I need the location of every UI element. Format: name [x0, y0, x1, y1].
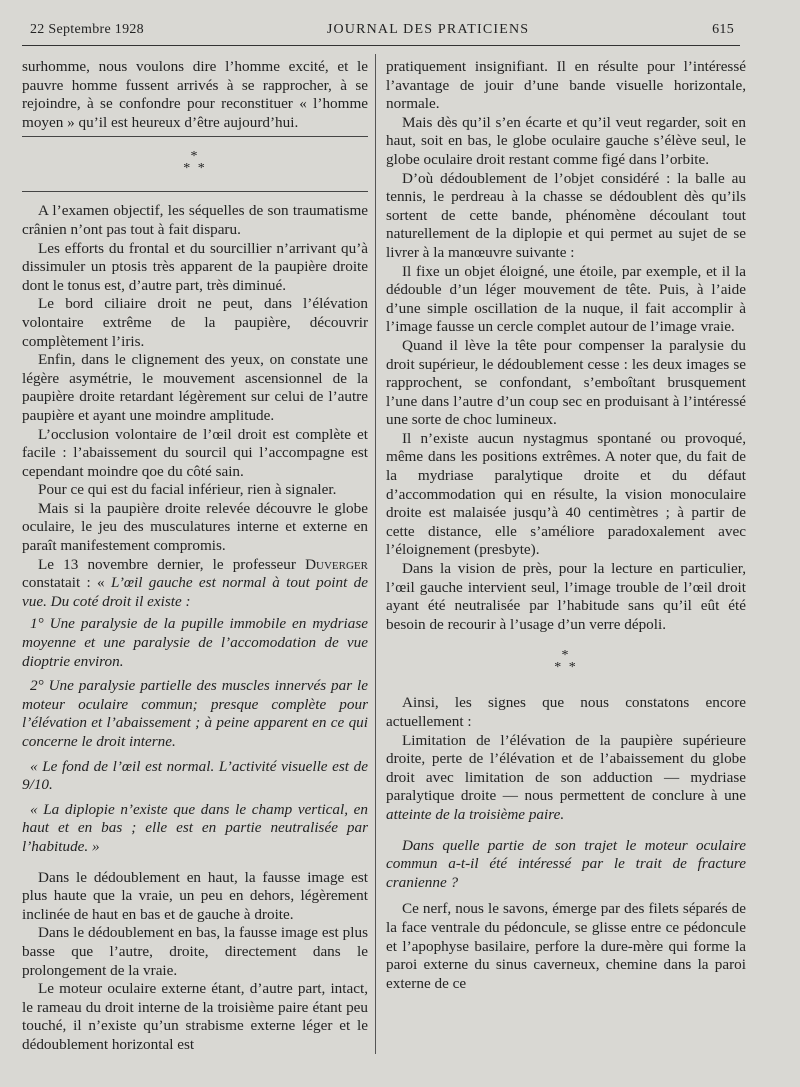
paragraph: Mais dès qu’il s’en écarte et qu’il veut regarder, soit en haut, soit en bas, le globe oculaire gauche s’élève seul, le globe oculaire droit restant comme figé dans l’orbite. [386, 113, 746, 168]
page-header [30, 19, 734, 41]
paragraph: A l’examen objectif, les séquelles de son traumatisme crânien n’ont pas tout à fait disparu. [22, 202, 368, 238]
paragraph: Les efforts du frontal et du sourcillier n’arrivant qu’à dissimuler un ptosis très apparent de la paupière droite dont le tonus est, d’autre part, très diminué. [22, 239, 368, 294]
section-rule [22, 136, 368, 137]
separator-stars-bottom: * * [554, 660, 578, 676]
text-run: Limitation de l’élévation de la paupière supérieure droite, perte de l’élévation et de l’abaissement du globe droit avec limitation de son adduction — mydriase paralytique droite — nous permettent de conclure à une [386, 731, 746, 805]
emphasis-run: atteinte de la troisième paire. [386, 805, 565, 823]
paragraph: Il fixe un objet éloigné, une étoile, par exemple, et il la dédouble d’un léger mouvement de tête. Puis, à l’aide d’une simple oscillation de la nuque, il fait accomplir à l’image fausse un cercle complet autour de l’image vraie. [386, 262, 746, 336]
column-divider [375, 54, 376, 1054]
header-date: 22 Septembre 1928 [30, 22, 144, 37]
author-name: Duverger [305, 555, 368, 573]
paragraph: Dans le dédoublement en haut, la fausse image est plus haute que la vraie, un peu en dehors, légèrement inclinée de haut en bas et de gauche à droite. [22, 868, 368, 923]
paragraph: Il n’existe aucun nystagmus spontané ou provoqué, même dans les positions extrêmes. A noter que, du fait de la mydriase paralytique droite et du défaut d’accommodation qui en résulte, la vision monoculaire droite est malaisée jusqu’à 40 centimètres ; à partir de cette distance, elle s’améliore paradoxalement avec l’éloignement (presbyte). [386, 429, 746, 559]
page-number: 615 [712, 22, 734, 37]
quote-paragraph: « La diplopie n’existe que dans le champ vertical, en haut et en bas ; elle est en partie neutralisée par l’habitude. » [22, 800, 368, 855]
paragraph: Dans le dédoublement en bas, la fausse image est plus basse que l’autre, droite, directement dans le prolongement de la vraie. [22, 924, 368, 979]
section-separator [22, 151, 368, 175]
paragraph: Quand il lève la tête pour compenser la paralysie du droit supérieur, le dédoublement cesse : les deux images se rapprochent, se confondant, s’emboîtant brusquement l’une dans l’autre d’un coup sec en produisant à l’intéressé une sorte de choc lumineux. [386, 336, 746, 429]
paragraph: Enfin, dans le clignement des yeux, on constate une légère asymétrie, le mouvement ascensionnel de la paupière droite retardant légèrement sur celui de l’autre paupière et ayant une moindre amplitude. [22, 351, 368, 424]
quote-run: L’œil gauche est normal à tout point de vue. Du coté droit il existe : [22, 574, 368, 610]
paragraph: pratiquement insignifiant. Il en résulte pour l’intéressé l’avantage de jouir d’une bande visuelle horizontale, normale. [386, 58, 746, 113]
paragraph: surhomme, nous voulons dire l’homme excité, et le pauvre homme fussent arrivés à se rapprocher, à se rejoindre, à se confondre pour reconstituer « l’homme moyen » qu’il est heureux d’être aujourd’hui. [22, 58, 368, 131]
paragraph: D’où dédoublement de l’objet considéré : la balle au tennis, le perdreau à la chasse se dédoublent dès qu’ils sortent de cette bande, phénomène découlant tout naturellement de la diplopie et qui permet au sujet de se livrer à la manœuvre suivante : [386, 169, 746, 261]
paragraph: Dans la vision de près, pour la lecture en particulier, l’œil gauche intervient seul, l’image trouble de l’œil droit ayant été neutralisée par l’habitude sans qu’il eût été besoin de recourir à l’usage d’un verre dépoli. [386, 560, 746, 633]
journal-title: JOURNAL DES PRATICIENS [326, 22, 530, 37]
left-column [22, 58, 368, 1055]
paragraph: Pour ce qui est du facial inférieur, rien à signaler. [38, 481, 337, 499]
paragraph: Mais si la paupière droite relevée découvre le globe oculaire, le jeu des musculatures interne et externe en paraît manifestement compromis. [22, 499, 368, 555]
paragraph [22, 556, 368, 612]
quote-paragraph: « Le fond de l’œil est normal. L’activité visuelle est de 9/10. [22, 757, 368, 794]
right-column [386, 58, 746, 993]
paragraph: L’occlusion volontaire de l’œil droit est complète et facile : l’abaissement du sourcil qui l’accompagne est cependant moindre qoe du côté sain. [22, 425, 368, 480]
header-rule [22, 45, 740, 46]
paragraph: Ce nerf, nous le savons, émerge par des filets séparés de la face ventrale du pédoncule, se glisse entre ce pédoncule et l’apophyse basilaire, perfore la dure-mère qui forme la paroi externe du sinus caverneux, chemine dans la paroi externe de ce [386, 900, 746, 992]
text-run: Le 13 novembre dernier, le professeur [38, 555, 306, 573]
paragraph: Le bord ciliaire droit ne peut, dans l’élévation volontaire extrême de la paupière, découvrir complètement l’iris. [22, 295, 368, 350]
question-paragraph: Dans quelle partie de son trajet le moteur oculaire commun a-t-il été intéressé par le trait de fracture cranienne ? [386, 836, 746, 891]
quote-paragraph: 2° Une paralysie partielle des muscles innervés par le moteur oculaire commun; presque complète pour l’élévation et l’abaissement ; à peine apparent en ce qui concerne le droit interne. [22, 677, 368, 750]
paragraph: Ainsi, les signes que nous constatons encore actuellement : [386, 694, 746, 730]
section-separator [386, 650, 746, 674]
paragraph: Le moteur oculaire externe étant, d’autre part, intact, le rameau du droit interne de la troisième paire étant peu touché, il n’existe qu’un strabisme externe léger et le dédoublement horizontal est [22, 980, 368, 1053]
text-run: constatait : « [22, 574, 111, 592]
separator-stars-bottom: * * [183, 161, 207, 177]
quote-paragraph: 1° Une paralysie de la pupille immobile en mydriase moyenne et une paralysie de l’accomodation de vue dioptrie environ. [22, 615, 368, 670]
section-rule [22, 191, 368, 192]
separator-star-top: * [190, 149, 200, 165]
separator-star-top: * [561, 648, 571, 664]
paragraph [386, 732, 746, 825]
